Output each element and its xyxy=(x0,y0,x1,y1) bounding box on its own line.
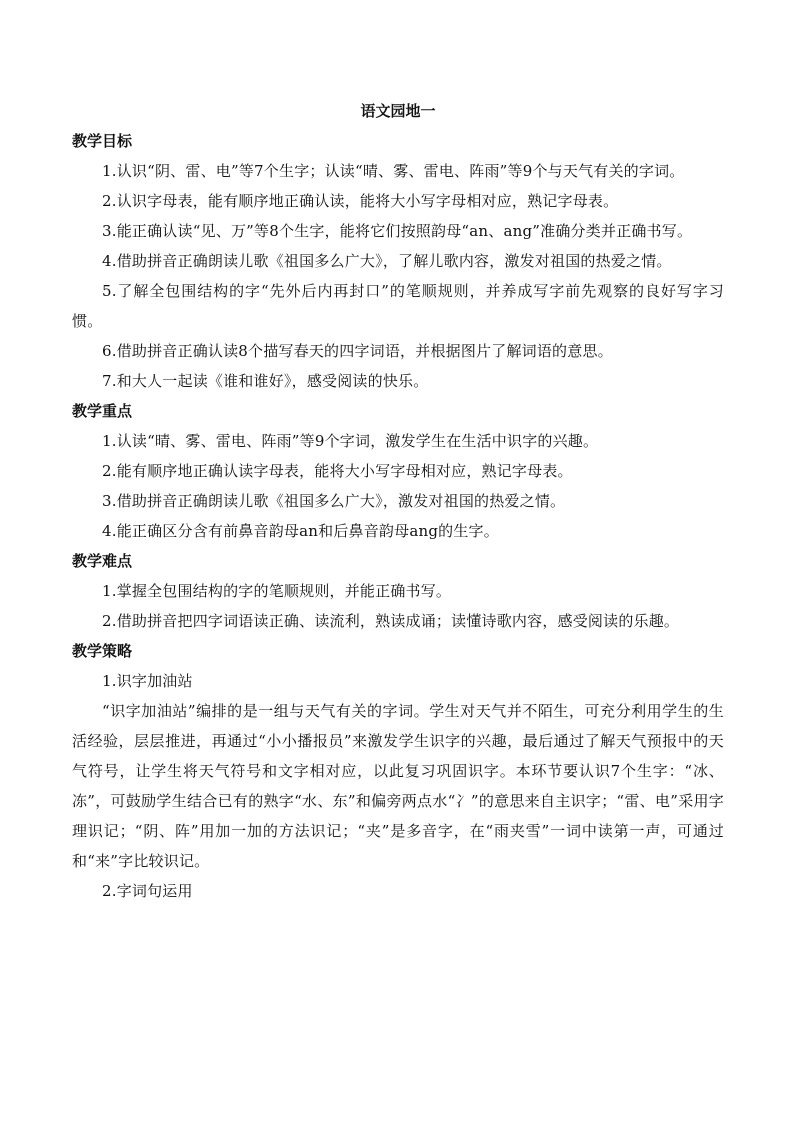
goal-paragraph: 3.能正确认读“见、万”等8个生字，能将它们按照韵母“an、ang”准确分类并正确书写。 xyxy=(102,222,693,240)
section-heading-teaching-strategy: 教学策略 xyxy=(72,642,133,660)
goal-paragraph: 5.了解全包围结构的字“先外后内再封口”的笔顺规则，并养成写字前先观察的良好写字习惯。 xyxy=(72,282,724,330)
focus-paragraph: 1.认读“晴、雾、雷电、阵雨”等9个字词，激发学生在生活中识字的兴趣。 xyxy=(102,432,599,450)
section-teaching-difficulties xyxy=(72,546,724,636)
section-heading-teaching-focus: 教学重点 xyxy=(72,402,133,420)
focus-paragraph: 2.能有顺序地正确认读字母表，能将大小写字母相对应，熟记字母表。 xyxy=(102,462,573,480)
goal-paragraph: 7.和大人一起读《谁和谁好》，感受阅读的快乐。 xyxy=(102,372,429,390)
section-teaching-goals xyxy=(72,126,724,396)
goal-paragraph: 1.认识“阴、雷、电”等7个生字；认读“晴、雾、雷电、阵雨”等9个与天气有关的字词。 xyxy=(102,162,685,180)
strategy-subheading: 2.字词句运用 xyxy=(102,882,193,900)
difficulty-paragraph: 2.借助拼音把四字词语读正确、读流利，熟读成诵；读懂诗歌内容，感受阅读的乐趣。 xyxy=(102,612,680,630)
section-teaching-strategy xyxy=(72,636,724,906)
document-title: 语文园地一 xyxy=(360,102,436,120)
document-page xyxy=(72,96,724,906)
difficulty-paragraph: 1.掌握全包围结构的字的笔顺规则，并能正确书写。 xyxy=(102,582,452,600)
focus-paragraph: 3.借助拼音正确朗读儿歌《祖国多么广大》，激发对祖国的热爱之情。 xyxy=(102,492,566,510)
focus-paragraph: 4.能正确区分含有前鼻音韵母an和后鼻音韵母ang的生字。 xyxy=(102,522,499,540)
goal-paragraph: 2.认识字母表，能有顺序地正确认读，能将大小写字母相对应，熟记字母表。 xyxy=(102,192,619,210)
section-teaching-focus xyxy=(72,396,724,546)
section-heading-teaching-difficulties: 教学难点 xyxy=(72,552,133,570)
goal-paragraph: 6.借助拼音正确认读8个描写春天的四字词语，并根据图片了解词语的意思。 xyxy=(102,342,613,360)
strategy-subheading: 1.识字加油站 xyxy=(102,672,193,690)
goal-paragraph: 4.借助拼音正确朗读儿歌《祖国多么广大》，了解儿歌内容，激发对祖国的热爱之情。 xyxy=(102,252,672,270)
strategy-paragraph: “识字加油站”编排的是一组与天气有关的字词。学生对天气并不陌生，可充分利用学生的生活经验，层层推进，再通过“小小播报员”来激发学生识字的兴趣，最后通过了解天气预报中的天气符号，让学生将天气符号和文字相对应，以此复习巩固识字。本环节要认识7个生字：“冰、冻”，可鼓励学生结合已有的熟字“水、东”和偏旁两点水“冫”的意思来自主识字；“雷、电”采用字理识记；“阴、阵”用加一加的方法识记；“夹”是多音字，在“雨夹雪”一词中读第一声，可通过和“来”字比较识记。 xyxy=(72,702,724,870)
section-heading-teaching-goals: 教学目标 xyxy=(72,132,133,150)
